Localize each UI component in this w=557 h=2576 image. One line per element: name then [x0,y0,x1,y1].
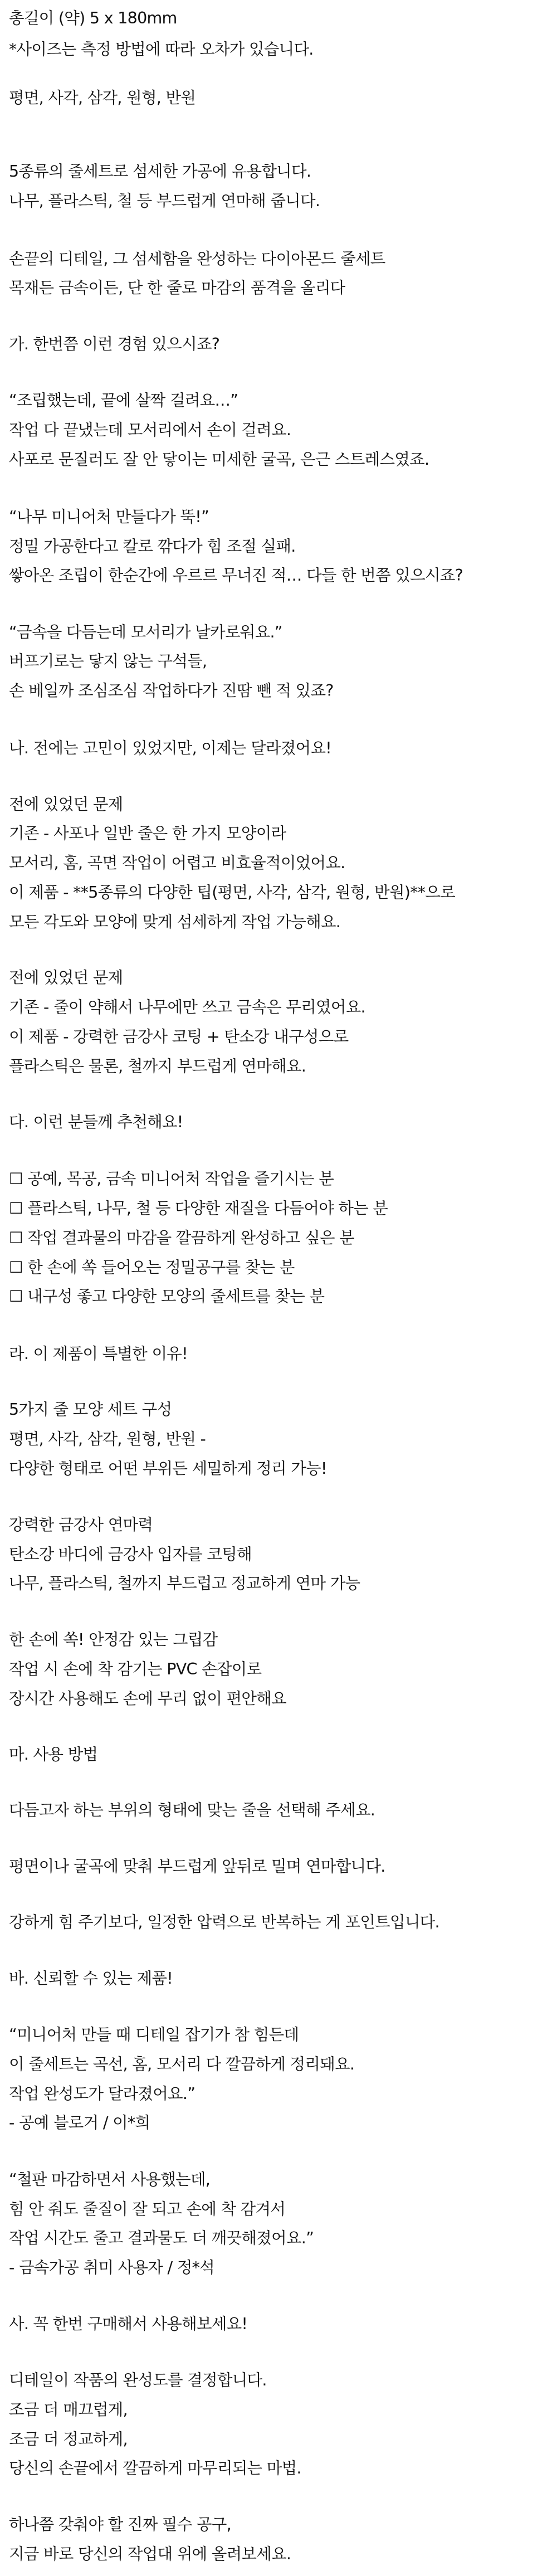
text-line: 손끝의 디테일, 그 섬세함을 완성하는 다이아몬드 줄세트 [9,250,385,268]
text-line: 5가지 줄 모양 세트 구성 [9,1400,172,1419]
text-line: 다. 이런 분들께 추천해요! [9,1113,183,1131]
text-line: 전에 있었던 문제 [9,795,123,814]
text-line: 조금 더 매끄럽게, [9,2400,128,2419]
text-line: 사. 꼭 한번 구매해서 사용해보세요! [9,2315,248,2333]
text-line: 정밀 가공한다고 칼로 깎다가 힘 조절 실패. [9,537,296,556]
text-line: 이 제품 - 강력한 금강사 코팅 + 탄소강 내구성으로 [9,1028,349,1046]
text-line: 작업 완성도가 달라졌어요.” [9,2085,196,2103]
text-line: 당신의 손끝에서 깔끔하게 마무리되는 마법. [9,2459,301,2477]
text-line: 기존 - 사포나 일반 줄은 한 가지 모양이라 [9,824,286,843]
text-line: 강하게 힘 주기보다, 일정한 압력으로 반복하는 게 포인트입니다. [9,1913,439,1931]
text-line: ☐ 공예, 목공, 금속 미니어처 작업을 즐기시는 분 [9,1170,334,1188]
text-line: ☐ 작업 결과물의 마감을 깔끔하게 완성하고 싶은 분 [9,1229,354,1247]
text-line: 마. 사용 방법 [9,1745,98,1764]
text-line: 지금 바로 당신의 작업대 위에 올려보세요. [9,2545,291,2563]
text-line: 모서리, 홈, 곡면 작업이 어렵고 비효율적이었어요. [9,854,345,872]
text-line: 기존 - 줄이 약해서 나무에만 쓰고 금속은 무리였어요. [9,998,365,1016]
text-line: 모든 각도와 모양에 맞게 섬세하게 작업 가능해요. [9,913,341,931]
text-line: 다듬고자 하는 부위의 형태에 맞는 줄을 선택해 주세요. [9,1801,375,1819]
text-line: 평면이나 굴곡에 맞춰 부드럽게 앞뒤로 밀며 연마합니다. [9,1857,385,1876]
text-line: 라. 이 제품이 특별한 이유! [9,1345,188,1363]
text-line: 작업 시 손에 착 감기는 PVC 손잡이로 [9,1660,262,1678]
text-line: 디테일이 작품의 완성도를 결정합니다. [9,2371,267,2389]
text-line: 하나쯤 갖춰야 할 진짜 필수 공구, [9,2515,231,2534]
text-line: 나무, 플라스틱, 철까지 부드럽고 정교하게 연마 가능 [9,1574,360,1593]
text-line: 탄소강 바디에 금강사 입자를 코팅해 [9,1545,252,1564]
text-line: 전에 있었던 문제 [9,968,123,987]
text-line: “조립했는데, 끝에 살짝 걸려요…” [9,391,238,410]
text-line: 총길이 (약) 5 x 180mm [9,9,177,27]
text-line: 5종류의 줄세트로 섬세한 가공에 유용합니다. [9,162,311,181]
text-line: - 공예 블로거 / 이*희 [9,2114,150,2132]
text-line: 이 제품 - **5종류의 다양한 팁(평면, 사각, 삼각, 원형, 반원)**으로 [9,883,456,902]
text-line: ☐ 내구성 좋고 다양한 모양의 줄세트를 찾는 분 [9,1287,325,1306]
text-line: 평면, 사각, 삼각, 원형, 반원 [9,89,196,107]
text-line: 손 베일까 조심조심 작업하다가 진땀 뺀 적 있죠? [9,681,334,700]
text-line: 다양한 형태로 어떤 부위든 세밀하게 정리 가능! [9,1459,327,1478]
text-line: 조금 더 정교하게, [9,2430,128,2448]
text-line: ☐ 한 손에 쏙 들어오는 정밀공구를 찾는 분 [9,1258,295,1277]
text-line: 사포로 문질러도 잘 안 닿이는 미세한 굴곡, 은근 스트레스였죠. [9,450,429,469]
text-line: 가. 한번쯤 이런 경험 있으시죠? [9,335,220,353]
text-line: 평면, 사각, 삼각, 원형, 반원 - [9,1430,206,1448]
text-line: “철판 마감하면서 사용했는데, [9,2170,211,2189]
text-line: 나무, 플라스틱, 철 등 부드럽게 연마해 줍니다. [9,192,320,210]
text-line: 목재든 금속이든, 단 한 줄로 마감의 품격을 올리다 [9,279,345,297]
text-line: 작업 다 끝냈는데 모서리에서 손이 걸려요. [9,421,291,439]
text-line: “미니어처 만들 때 디테일 잡기가 참 힘든데 [9,2025,299,2044]
text-line: 힘 안 줘도 줄질이 잘 되고 손에 착 감겨서 [9,2200,286,2218]
text-line: 바. 신뢰할 수 있는 제품! [9,1969,173,1988]
text-line: 강력한 금강사 연마력 [9,1516,153,1534]
text-line: 한 손에 쏙! 안정감 있는 그립감 [9,1630,218,1649]
text-line: “나무 미니어처 만들다가 뚝!” [9,508,209,526]
text-line: “금속을 다듬는데 모서리가 날카로워요.” [9,623,282,641]
text-line: 쌓아온 조립이 한순간에 우르르 무너진 적… 다들 한 번쯤 있으시죠? [9,566,463,585]
text-line: *사이즈는 측정 방법에 따라 오차가 있습니다. [9,40,314,59]
text-line: 장시간 사용해도 손에 무리 없이 편안해요 [9,1689,286,1708]
text-line: 플라스틱은 물론, 철까지 부드럽게 연마해요. [9,1057,306,1075]
text-line: 버프기로는 닿지 않는 구석들, [9,652,207,670]
text-line: 이 줄세트는 곡선, 홈, 모서리 다 깔끔하게 정리돼요. [9,2055,355,2073]
text-line: ☐ 플라스틱, 나무, 철 등 다양한 재질을 다듬어야 하는 분 [9,1199,388,1218]
text-line: 나. 전에는 고민이 있었지만, 이제는 달라졌어요! [9,739,332,757]
text-line: 작업 시간도 줄고 결과물도 더 깨끗해졌어요.” [9,2229,314,2247]
text-line: - 금속가공 취미 사용자 / 정*석 [9,2258,214,2277]
